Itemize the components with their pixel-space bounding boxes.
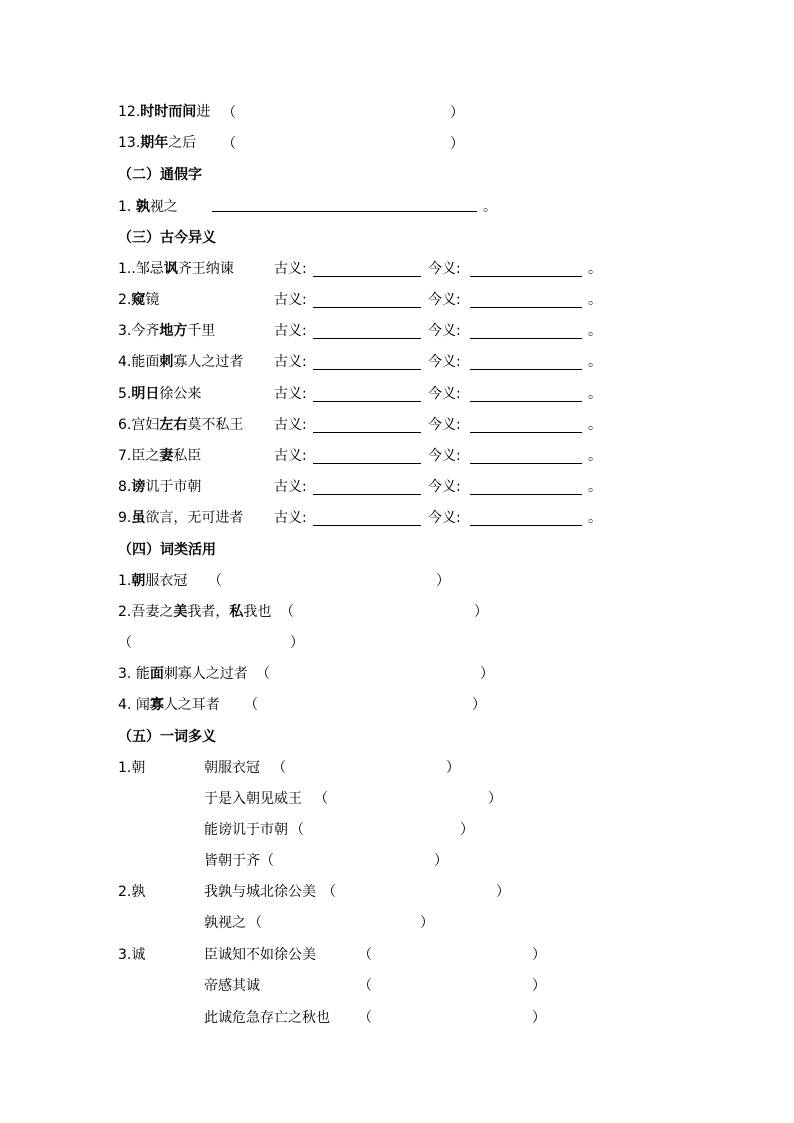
item-number: 12. [118,104,141,120]
key-term: 朝 [131,573,146,589]
item-number: 2. [118,292,132,308]
gu-answer-blank[interactable] [313,354,421,370]
key-term: 左右 [159,417,188,433]
key-term: 期年 [140,135,169,151]
section-title-cileihuoyong: （四）词类活用 [118,542,216,558]
key-term: 窥 [131,292,146,308]
section-title-yiciduoyi: （五）一词多义 [118,729,216,745]
phrase-pre: 能面 [131,354,160,370]
huoyong-item-1 [118,571,187,591]
gu-label: 古义: [274,354,307,370]
phrase-pre: 邹忌 [135,261,164,277]
gu-answer-blank[interactable] [313,448,421,464]
key-term: 时时而间 [140,104,197,120]
jin-answer-blank[interactable] [470,448,582,464]
period: 。 [588,510,602,526]
jin-answer-blank[interactable] [470,479,582,495]
gu-answer-blank[interactable] [313,323,421,339]
gujin-phrase [118,384,201,404]
key-term: 讽 [163,261,178,277]
period: 。 [588,479,602,495]
paren-close: ） [472,697,486,713]
period: 。 [588,323,602,339]
paren-close: ） [460,822,474,838]
paren-close: ） [450,136,464,152]
gu-label: 古义: [274,292,307,308]
example-text: 我孰与城北徐公美 [204,884,316,900]
item-number: 5. [118,386,132,402]
item-number: 1. [118,199,132,215]
jin-label: 今义: [428,323,461,339]
gu-label: 古义: [274,448,307,464]
example-text: 此诚危急存亡之秋也 [204,1010,330,1026]
example-text: 臣诚知不如徐公美 [204,947,316,963]
jin-label: 今义: [428,479,461,495]
tongjiazi-item-1 [118,197,178,217]
gujin-phrase [118,259,234,279]
gu-answer-blank[interactable] [313,417,421,433]
period: 。 [588,448,602,464]
item-number: 4. [118,697,132,713]
period: 。 [588,292,602,308]
jin-label: 今义: [428,417,461,433]
phrase-pre: 能 [135,666,150,682]
gujin-phrase [118,477,201,497]
gu-answer-blank[interactable] [313,510,421,526]
key-term: 妻 [159,448,174,464]
example-text: 孰视之 [204,915,246,931]
paren-open: （ [222,136,236,152]
example-text: 帝感其诚 [204,978,260,994]
paren-open: （ [358,1010,372,1026]
phrase-tail: 镜 [145,292,160,308]
phrase-tail: 千里 [187,323,216,339]
jin-label: 今义: [428,292,461,308]
gu-label: 古义: [274,510,307,526]
jin-label: 今义: [428,261,461,277]
gu-label: 古义: [274,323,307,339]
period: 。 [588,386,602,402]
jin-answer-blank[interactable] [470,292,582,308]
item-12 [118,102,210,122]
paren-open: （ [358,978,372,994]
phrase-tail: 我也 [243,604,272,620]
group-label-shu: 2.孰 [118,884,146,900]
item-number: 6. [118,417,132,433]
gujin-phrase [118,508,243,528]
jin-answer-blank[interactable] [470,386,582,402]
gu-answer-blank[interactable] [313,292,421,308]
phrase-tail: 视之 [149,199,178,215]
paren-open: （ [244,697,258,713]
item-number: 8. [118,479,132,495]
group-label-chao: 1.朝 [118,760,146,776]
jin-answer-blank[interactable] [470,417,582,433]
key-term: 明日 [131,386,160,402]
item-number: 7. [118,448,132,464]
period: 。 [588,261,602,277]
example-text: 皆朝于齐 [204,853,260,869]
period: 。 [483,199,497,215]
item-number: 9. [118,510,132,526]
example-text: 于是入朝见威王 [204,791,302,807]
phrase-tail: 进 [196,104,211,120]
jin-answer-blank[interactable] [470,261,582,277]
phrase-pre: 臣之 [131,448,160,464]
phrase-tail: 人之耳者 [163,697,220,713]
paren-close: ） [436,573,450,589]
gu-answer-blank[interactable] [313,261,421,277]
huoyong-item-3 [118,664,248,684]
paren-open: （ [248,915,262,931]
phrase-tail: 莫不私王 [187,417,244,433]
phrase-tail: 服衣冠 [145,573,188,589]
jin-answer-blank[interactable] [470,510,582,526]
key-term: 地方 [159,323,188,339]
jin-answer-blank[interactable] [470,323,582,339]
example-text: 能谤讥于市朝 [204,822,288,838]
gu-label: 古义: [274,417,307,433]
key-term: 美 [173,604,188,620]
paren-close: ） [446,760,460,776]
phrase-pre: 今齐 [131,323,160,339]
gujin-phrase [118,321,215,341]
huoyong-item-4 [118,695,220,715]
gu-label: 古义: [274,479,307,495]
paren-close: ） [532,978,546,994]
jin-label: 今义: [428,354,461,370]
phrase-tail: 之后 [168,135,197,151]
paren-open: （ [358,947,372,963]
period: 。 [588,354,602,370]
jin-label: 今义: [428,386,461,402]
example-text: 朝服衣冠 [204,760,260,776]
paren-open: （ [314,791,328,807]
phrase-pre: 宫妇 [131,417,160,433]
paren-close: ） [496,884,510,900]
key-term-2: 私 [229,604,244,620]
paren-close: ） [474,604,488,620]
gu-label: 古义: [274,261,307,277]
paren-open: （ [256,666,270,682]
section-title-tongjiazi: （二）通假字 [118,167,202,183]
gu-label: 古义: [274,386,307,402]
paren-open: （ [118,635,132,651]
phrase-mid: 我者， [187,604,230,620]
key-term: 刺 [159,354,174,370]
huoyong-item-2 [118,602,271,622]
group-label-cheng: 3.诚 [118,947,146,963]
phrase-tail: 刺寡人之过者 [163,666,248,682]
paren-close: ） [420,915,434,931]
paren-close: ） [532,947,546,963]
phrase-pre: 吾妻之 [131,604,174,620]
item-number: 1. [118,573,132,589]
item-number: 1.. [118,261,136,277]
phrase-tail: 欲言，无可进者 [145,510,244,526]
paren-open: （ [272,760,286,776]
phrase-tail: 徐公来 [159,386,202,402]
jin-label: 今义: [428,448,461,464]
paren-close: ） [532,1010,546,1026]
key-term: 寡 [149,697,164,713]
gu-answer-blank[interactable] [313,386,421,402]
phrase-tail: 讥于市朝 [145,479,202,495]
period: 。 [588,417,602,433]
gu-answer-blank[interactable] [313,479,421,495]
item-number: 3. [118,323,132,339]
paren-open: （ [222,105,236,121]
item-number: 4. [118,354,132,370]
paren-open: （ [322,884,336,900]
paren-open: （ [208,573,222,589]
key-term: 面 [149,666,164,682]
item-number: 3. [118,666,132,682]
paren-open: （ [260,853,274,869]
item-13 [118,133,196,153]
item-number: 2. [118,604,132,620]
phrase-tail: 寡人之过者 [173,354,244,370]
key-term: 谤 [131,479,146,495]
phrase-tail: 私臣 [173,448,202,464]
paren-close: ） [290,635,304,651]
paren-open: （ [280,604,294,620]
gujin-phrase [118,446,201,466]
paren-close: ） [434,853,448,869]
jin-label: 今义: [428,510,461,526]
key-term: 虽 [131,510,146,526]
section-title-gujin: （三）古今异义 [118,230,216,246]
paren-open: （ [290,822,304,838]
answer-blank[interactable] [212,196,477,212]
item-number: 13. [118,135,141,151]
gujin-phrase [118,352,243,372]
gujin-phrase [118,290,159,310]
phrase-tail: 齐王纳谏 [177,261,234,277]
key-term: 孰 [135,199,150,215]
paren-close: ） [488,791,502,807]
phrase-pre: 闻 [135,697,150,713]
paren-close: ） [450,105,464,121]
paren-close: ） [480,666,494,682]
gujin-phrase [118,415,243,435]
jin-answer-blank[interactable] [470,354,582,370]
